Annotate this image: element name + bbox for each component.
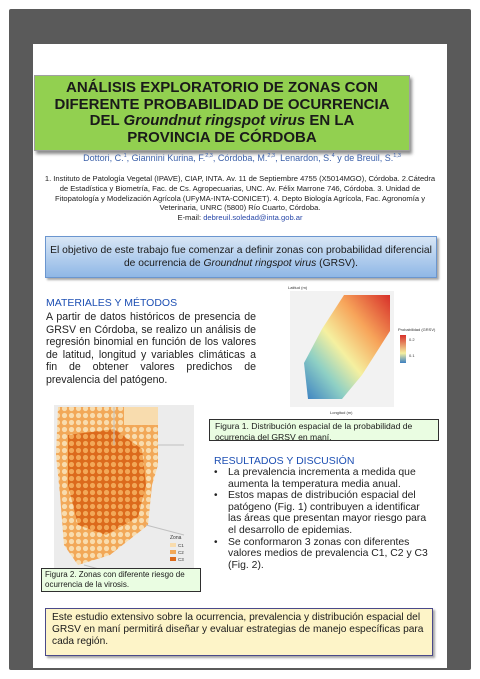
zone-legend-swatch-c1 xyxy=(170,543,176,547)
figure-1-plot xyxy=(282,283,442,416)
author-conjunction: y xyxy=(334,153,345,163)
figure-1-caption: Figura 1. Distribución espacial de la probabilidad de ocurrencia del GRSV en maní. xyxy=(209,419,439,441)
objective-pre: El objetivo de este trabajo fue comenzar a definir zonas con probabilidad diferencial de ocurrencia de xyxy=(50,245,432,269)
author-3: Córdoba, M. xyxy=(217,153,268,163)
title-line-1: ANÁLISIS EXPLORATORIO DE ZONAS CON xyxy=(66,79,378,96)
figure-2-caption: Figura 2. Zonas con diferente riesgo de ocurrencia de la virosis. xyxy=(41,568,201,592)
methods-heading: MATERIALES Y MÉTODOS xyxy=(46,297,178,309)
title-line-2: DIFERENTE PROBABILIDAD DE OCURRENCIA xyxy=(54,95,390,113)
objective-box xyxy=(45,236,437,278)
objective-virus-name: Groundnut ringspot virus xyxy=(203,258,317,269)
author-4-affil: 4 xyxy=(331,153,335,159)
author-2: Giannini Kurina, F. xyxy=(131,153,206,163)
results-item: • Se conformaron 3 zonas con diferentes valores medios de prevalencia C1, C2 y C3 (Fig. 2). xyxy=(214,537,434,572)
legend-tick-low: 0.1 xyxy=(409,353,415,358)
title-line-4: PROVINCIA DE CÓRDOBA xyxy=(127,128,317,146)
poster-title xyxy=(34,75,410,151)
results-heading: RESULTADOS Y DISCUSIÓN xyxy=(214,455,355,467)
author-separator: , xyxy=(212,153,218,163)
zone-legend-swatch-c2 xyxy=(170,550,176,554)
zone-legend-c1: C1 xyxy=(178,543,184,548)
results-item: • Estos mapas de distribución espacial del patógeno (Fig. 1) contribuyen a identificar las áreas que presentan mayor riesgo para el desarrollo de epidemias. xyxy=(214,490,434,536)
title-line-3 xyxy=(90,113,355,130)
zone-legend-swatch-c3 xyxy=(170,557,176,561)
email-label: E-mail: xyxy=(177,213,204,223)
author-3-affil: 2,3 xyxy=(267,153,276,159)
zone-legend-c2: C2 xyxy=(178,550,184,555)
title-line-3-post: EN LA xyxy=(305,112,355,129)
x-axis-label: Longitud (m) xyxy=(330,410,353,415)
results-list xyxy=(214,467,434,571)
title-virus-name: Groundnut ringspot virus xyxy=(123,112,306,129)
affiliations-text: 1. Instituto de Patología Vegetal (IPAVE), CIAP, INTA. Av. 11 de Septiembre 4755 (X5014MGO), Córdoba. 2.Cátedra de Estadística y Biometría, Fac. de Cs. Agropecuarias, UNC. Av. Félix Marrone 746, Córdoba. 3. Unidad de Fitopatología y Modelización Agrícola (UFyMA-INTA-CONICET). 4. Depto Biología Agrícola, Fac. Agronomía y Veterinaria, UNRC (5800) Río Cuarto, Córdoba. xyxy=(44,174,436,213)
objective-post: (GRSV). xyxy=(316,258,359,269)
zone-legend-title: Zona xyxy=(170,535,182,541)
zone-c1-north xyxy=(124,407,158,425)
author-1-affil: 1 xyxy=(123,153,127,159)
author-separator: , xyxy=(126,153,132,163)
author-5: de Breuil, S. xyxy=(344,153,394,163)
probability-map-svg xyxy=(282,283,442,416)
y-axis-label: Latitud (m) xyxy=(288,285,308,290)
zones-map-svg xyxy=(54,405,194,573)
zone-legend-c3: C3 xyxy=(178,557,184,562)
methods-text: A partir de datos históricos de presencia de GRSV en Córdoba, se realizo un análisis de regresión binomial en función de los valores de latitud, longitud y variables climáticas a fin de obtener valores predichos de prevalencia del patógeno. xyxy=(46,311,256,386)
author-1: Dottori, C. xyxy=(83,153,124,163)
objective-text xyxy=(46,244,436,270)
author-4: Lenardon, S. xyxy=(280,153,332,163)
results-item: • La prevalencia incrementa a medida que aumenta la temperatura media anual. xyxy=(214,467,434,490)
title-line-3-pre: DEL xyxy=(89,112,124,129)
conclusion-box: Este estudio extensivo sobre la ocurrencia, prevalencia y distribución espacial del GRSV en maní permitirá diseñar y evaluar estrategias de manejo específicas para cada región. xyxy=(45,608,433,656)
author-5-affil: 1,3 xyxy=(393,153,401,159)
legend-colorbar xyxy=(400,335,406,363)
author-list xyxy=(52,153,432,163)
author-separator: , xyxy=(275,153,281,163)
legend-title: Probabilidad (GRSV) xyxy=(398,327,436,332)
author-2-affil: 2,3 xyxy=(205,153,213,159)
email-link[interactable]: debreuil.soledad@inta.gob.ar xyxy=(203,213,303,223)
affiliations xyxy=(44,174,436,223)
figure-2-map xyxy=(54,405,194,573)
legend-tick-high: 0.2 xyxy=(409,337,415,342)
